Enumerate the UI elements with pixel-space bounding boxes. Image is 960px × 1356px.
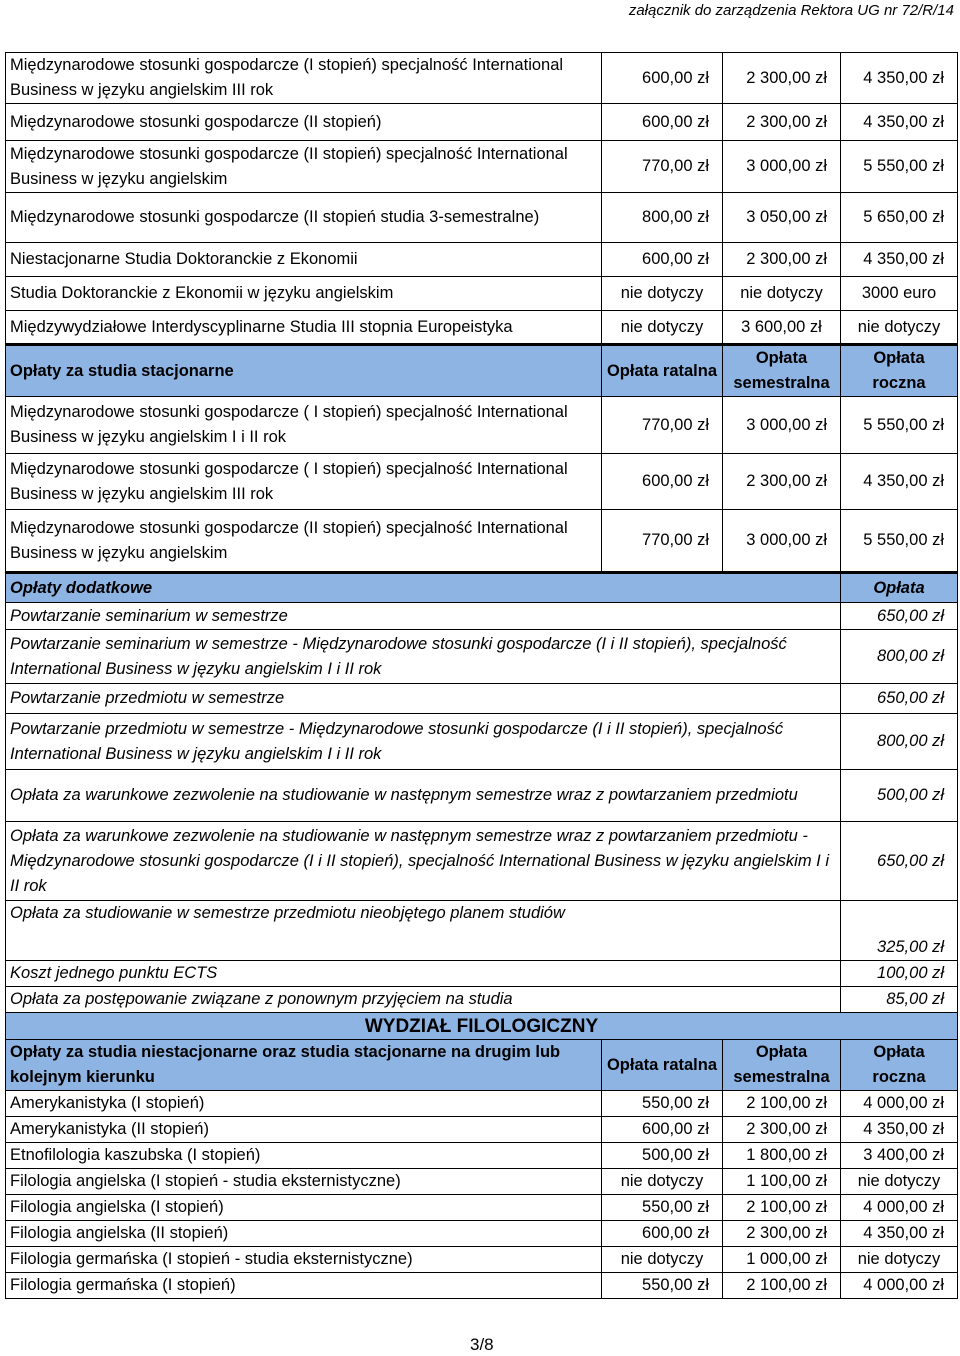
fee-amount: 800,00 zł bbox=[841, 714, 958, 770]
section-title: Opłaty dodatkowe bbox=[6, 573, 841, 603]
fee-roczna: 4 000,00 zł bbox=[841, 1273, 958, 1299]
fee-semestralna: 2 300,00 zł bbox=[723, 243, 841, 277]
fee-ratalna: nie dotyczy bbox=[602, 311, 723, 345]
program-name: Filologia angielska (II stopień) bbox=[6, 1221, 602, 1247]
program-name: Amerykanistyka (I stopień) bbox=[6, 1091, 602, 1117]
section-header-niestacjonarne bbox=[6, 1040, 958, 1091]
table-row bbox=[6, 901, 958, 961]
table-row bbox=[6, 53, 958, 104]
fee-amount: 100,00 zł bbox=[841, 961, 958, 987]
fee-description: Powtarzanie seminarium w semestrze bbox=[6, 603, 841, 630]
program-name: Międzynarodowe stosunki gospodarcze (II stopień) bbox=[6, 104, 602, 141]
program-name: Studia Doktoranckie z Ekonomii w języku angielskim bbox=[6, 277, 602, 311]
table-row bbox=[6, 277, 958, 311]
table-row bbox=[6, 1273, 958, 1299]
program-name: Filologia germańska (I stopień - studia eksternistyczne) bbox=[6, 1247, 602, 1273]
faculty-title: WYDZIAŁ FILOLOGICZNY bbox=[6, 1013, 958, 1040]
table-row bbox=[6, 684, 958, 714]
fee-semestralna: 2 300,00 zł bbox=[723, 104, 841, 141]
fee-description: Powtarzanie przedmiotu w semestrze - Międzynarodowe stosunki gospodarcze (I i II stopień), specjalność International Business w języku angielskim I i II rok bbox=[6, 714, 841, 770]
fee-ratalna: 550,00 zł bbox=[602, 1091, 723, 1117]
table-row bbox=[6, 1221, 958, 1247]
fee-ratalna: 800,00 zł bbox=[602, 193, 723, 243]
program-name: Międzynarodowe stosunki gospodarcze ( I stopień) specjalność International Business w języku angielskim I i II rok bbox=[6, 397, 602, 454]
fee-roczna: 4 350,00 zł bbox=[841, 243, 958, 277]
fee-roczna: 5 650,00 zł bbox=[841, 193, 958, 243]
table-row bbox=[6, 397, 958, 454]
program-name: Filologia angielska (I stopień) bbox=[6, 1195, 602, 1221]
fee-ratalna: 600,00 zł bbox=[602, 1221, 723, 1247]
program-name: Filologia germańska (I stopień) bbox=[6, 1273, 602, 1299]
section-title: Opłaty za studia stacjonarne bbox=[6, 345, 602, 397]
fee-roczna: 4 350,00 zł bbox=[841, 454, 958, 510]
fee-semestralna: 3 050,00 zł bbox=[723, 193, 841, 243]
program-name: Międzynarodowe stosunki gospodarcze (II stopień) specjalność International Business w języku angielskim bbox=[6, 510, 602, 573]
fee-roczna: 4 350,00 zł bbox=[841, 53, 958, 104]
fee-roczna: 4 350,00 zł bbox=[841, 1221, 958, 1247]
fee-roczna: 3000 euro bbox=[841, 277, 958, 311]
fee-ratalna: 770,00 zł bbox=[602, 397, 723, 454]
fee-roczna: nie dotyczy bbox=[841, 1247, 958, 1273]
fee-ratalna: nie dotyczy bbox=[602, 277, 723, 311]
table-row bbox=[6, 311, 958, 345]
fee-ratalna: 550,00 zł bbox=[602, 1195, 723, 1221]
fee-ratalna: 600,00 zł bbox=[602, 454, 723, 510]
program-name: Niestacjonarne Studia Doktoranckie z Ekonomii bbox=[6, 243, 602, 277]
column-header-semestralna: Opłata semestralna bbox=[723, 1040, 841, 1091]
table-row bbox=[6, 603, 958, 630]
fee-semestralna: nie dotyczy bbox=[723, 277, 841, 311]
fee-amount: 650,00 zł bbox=[841, 603, 958, 630]
fee-amount: 500,00 zł bbox=[841, 770, 958, 822]
fee-description: Opłata za postępowanie związane z ponownym przyjęciem na studia bbox=[6, 987, 841, 1013]
fee-roczna: 3 400,00 zł bbox=[841, 1143, 958, 1169]
fee-semestralna: 2 300,00 zł bbox=[723, 1221, 841, 1247]
fee-amount: 800,00 zł bbox=[841, 630, 958, 684]
fee-semestralna: 3 000,00 zł bbox=[723, 510, 841, 573]
section-header-dodatkowe bbox=[6, 573, 958, 603]
table-row bbox=[6, 822, 958, 901]
program-name: Międzynarodowe stosunki gospodarcze (II stopień studia 3-semestralne) bbox=[6, 193, 602, 243]
table-row bbox=[6, 1169, 958, 1195]
fee-semestralna: 2 100,00 zł bbox=[723, 1091, 841, 1117]
fee-description: Powtarzanie seminarium w semestrze - Międzynarodowe stosunki gospodarcze (I i II stopień), specjalność International Business w języku angielskim I i II rok bbox=[6, 630, 841, 684]
table-row bbox=[6, 987, 958, 1013]
fee-description: Powtarzanie przedmiotu w semestrze bbox=[6, 684, 841, 714]
fee-semestralna: 1 000,00 zł bbox=[723, 1247, 841, 1273]
program-name: Międzynarodowe stosunki gospodarcze (I stopień) specjalność International Business w języku angielskim III rok bbox=[6, 53, 602, 104]
fee-semestralna: 3 000,00 zł bbox=[723, 397, 841, 454]
fee-semestralna: 2 300,00 zł bbox=[723, 454, 841, 510]
fee-semestralna: 3 000,00 zł bbox=[723, 141, 841, 193]
table-row bbox=[6, 770, 958, 822]
fee-semestralna: 1 100,00 zł bbox=[723, 1169, 841, 1195]
column-header-roczna: Opłata roczna bbox=[841, 345, 958, 397]
table-row bbox=[6, 243, 958, 277]
fee-ratalna: nie dotyczy bbox=[602, 1169, 723, 1195]
fee-description: Opłata za warunkowe zezwolenie na studiowanie w następnym semestrze wraz z powtarzaniem przedmiotu - Międzynarodowe stosunki gospodarcze (I i II stopień), specjalność International Business w języku angielskim I i II rok bbox=[6, 822, 841, 901]
table-row bbox=[6, 104, 958, 141]
fee-ratalna: 600,00 zł bbox=[602, 243, 723, 277]
fee-roczna: 5 550,00 zł bbox=[841, 510, 958, 573]
fee-amount: 650,00 zł bbox=[841, 822, 958, 901]
program-name: Międzywydziałowe Interdyscyplinarne Studia III stopnia Europeistyka bbox=[6, 311, 602, 345]
program-name: Międzynarodowe stosunki gospodarcze (II stopień) specjalność International Business w języku angielskim bbox=[6, 141, 602, 193]
table-row bbox=[6, 1117, 958, 1143]
fee-roczna: 4 000,00 zł bbox=[841, 1195, 958, 1221]
table-row bbox=[6, 510, 958, 573]
fee-semestralna: 2 300,00 zł bbox=[723, 1117, 841, 1143]
fee-roczna: nie dotyczy bbox=[841, 311, 958, 345]
fee-semestralna: 2 300,00 zł bbox=[723, 53, 841, 104]
fee-ratalna: nie dotyczy bbox=[602, 1247, 723, 1273]
table-row bbox=[6, 1143, 958, 1169]
table-row bbox=[6, 141, 958, 193]
fee-table bbox=[5, 52, 958, 1299]
program-name: Amerykanistyka (II stopień) bbox=[6, 1117, 602, 1143]
page-number: 3/8 bbox=[470, 1335, 494, 1354]
fee-roczna: 4 350,00 zł bbox=[841, 104, 958, 141]
fee-roczna: 5 550,00 zł bbox=[841, 397, 958, 454]
fee-ratalna: 600,00 zł bbox=[602, 53, 723, 104]
column-header-ratalna: Opłata ratalna bbox=[602, 1040, 723, 1091]
document-header: załącznik do zarządzenia Rektora UG nr 72/R/14 bbox=[628, 2, 954, 19]
fee-semestralna: 1 800,00 zł bbox=[723, 1143, 841, 1169]
table-row bbox=[6, 630, 958, 684]
fee-amount: 650,00 zł bbox=[841, 684, 958, 714]
fee-amount: 325,00 zł bbox=[841, 901, 958, 961]
fee-description: Opłata za warunkowe zezwolenie na studiowanie w następnym semestrze wraz z powtarzaniem przedmiotu bbox=[6, 770, 841, 822]
table-row bbox=[6, 714, 958, 770]
fee-description: Koszt jednego punktu ECTS bbox=[6, 961, 841, 987]
fee-ratalna: 600,00 zł bbox=[602, 1117, 723, 1143]
table-row bbox=[6, 193, 958, 243]
table-row bbox=[6, 961, 958, 987]
column-header-fee: Opłata bbox=[841, 573, 958, 603]
fee-amount: 85,00 zł bbox=[841, 987, 958, 1013]
fee-ratalna: 550,00 zł bbox=[602, 1273, 723, 1299]
program-name: Etnofilologia kaszubska (I stopień) bbox=[6, 1143, 602, 1169]
fee-roczna: 5 550,00 zł bbox=[841, 141, 958, 193]
fee-roczna: 4 000,00 zł bbox=[841, 1091, 958, 1117]
table-row bbox=[6, 1195, 958, 1221]
fee-semestralna: 3 600,00 zł bbox=[723, 311, 841, 345]
table-row bbox=[6, 1247, 958, 1273]
fee-semestralna: 2 100,00 zł bbox=[723, 1195, 841, 1221]
fee-ratalna: 600,00 zł bbox=[602, 104, 723, 141]
fee-ratalna: 770,00 zł bbox=[602, 141, 723, 193]
table-row bbox=[6, 1091, 958, 1117]
fee-roczna: 4 350,00 zł bbox=[841, 1117, 958, 1143]
column-header-semestralna: Opłata semestralna bbox=[723, 345, 841, 397]
fee-ratalna: 500,00 zł bbox=[602, 1143, 723, 1169]
faculty-title-row bbox=[6, 1013, 958, 1040]
fee-ratalna: 770,00 zł bbox=[602, 510, 723, 573]
table-row bbox=[6, 454, 958, 510]
fee-description: Opłata za studiowanie w semestrze przedmiotu nieobjętego planem studiów bbox=[6, 901, 841, 961]
section-header-stacjonarne bbox=[6, 345, 958, 397]
program-name: Międzynarodowe stosunki gospodarcze ( I stopień) specjalność International Business w języku angielskim III rok bbox=[6, 454, 602, 510]
section-title: Opłaty za studia niestacjonarne oraz studia stacjonarne na drugim lub kolejnym kierunku bbox=[6, 1040, 602, 1091]
fee-semestralna: 2 100,00 zł bbox=[723, 1273, 841, 1299]
column-header-roczna: Opłata roczna bbox=[841, 1040, 958, 1091]
program-name: Filologia angielska (I stopień - studia eksternistyczne) bbox=[6, 1169, 602, 1195]
fee-roczna: nie dotyczy bbox=[841, 1169, 958, 1195]
column-header-ratalna: Opłata ratalna bbox=[602, 345, 723, 397]
